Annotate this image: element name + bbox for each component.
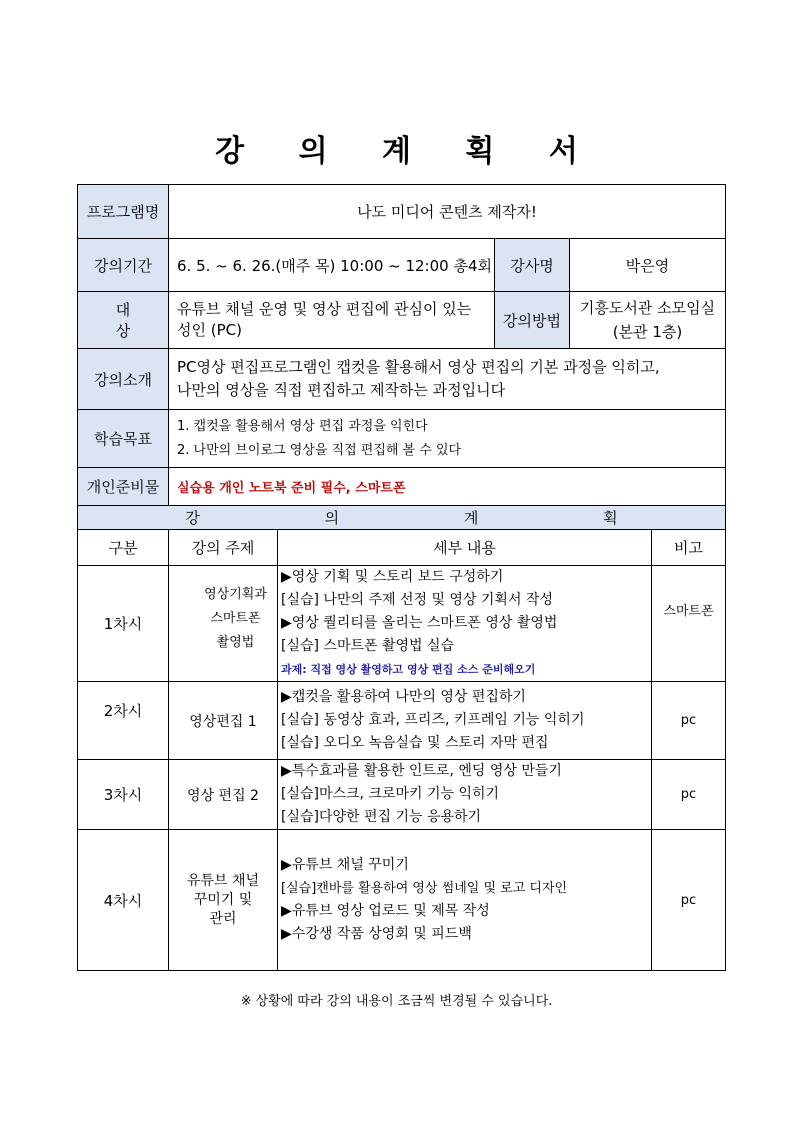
header-session: 구분 — [78, 530, 169, 566]
plan-table — [77, 505, 726, 971]
note-cell: pc — [652, 760, 726, 830]
intro-value: PC영상 편집프로그램인 캡컷을 활용해서 영상 편집의 기본 과정을 익히고, 나만의 영상을 직접 편집하고 제작하는 과정입니다 — [169, 349, 726, 410]
header-detail: 세부 내용 — [278, 530, 652, 566]
note-cell: pc — [652, 830, 726, 971]
prep-label: 개인준비물 — [78, 468, 169, 506]
note-cell: 스마트폰 — [652, 566, 726, 682]
program-value: 나도 미디어 콘텐츠 제작자! — [169, 185, 726, 239]
table-row — [78, 760, 726, 830]
header-topic: 강의 주제 — [169, 530, 278, 566]
program-label: 프로그램명 — [78, 185, 169, 239]
intro-label: 강의소개 — [78, 349, 169, 410]
table-row — [78, 682, 726, 760]
table-row — [78, 566, 726, 682]
period-value: 6. 5. ~ 6. 26.(매주 목) 10:00 ~ 12:00 총4회 — [169, 239, 495, 292]
session-cell: 4차시 — [78, 830, 169, 971]
session-cell: 2차시 — [78, 682, 169, 760]
goal-list — [169, 410, 726, 468]
footer-note: ※ 상황에 따라 강의 내용이 조금씩 변경될 수 있습니다. — [240, 994, 553, 1009]
target-value: 유튜브 채널 운영 및 영상 편집에 관심이 있는 성인 (PC) — [169, 292, 495, 349]
topic-cell: 유튜브 채널 꾸미기 및 관리 — [169, 830, 278, 971]
detail-cell: ▶특수효과를 활용한 인트로, 엔딩 영상 만들기 [실습]마스크, 크로마키 기능 익히기 [실습]다양한 편집 기능 응용하기 — [278, 760, 652, 830]
prep-value: 실습용 개인 노트북 준비 필수, 스마트폰 — [169, 468, 726, 506]
goal-item: 2. 나만의 브이로그 영상을 직접 편집해 볼 수 있다 — [177, 442, 462, 458]
detail-cell: ▶캡컷을 활용하여 나만의 영상 편집하기 [실습] 동영상 효과, 프리즈, 키프레임 기능 익히기 [실습] 오디오 녹음실습 및 스토리 자막 편집 — [278, 682, 652, 760]
period-label: 강의기간 — [78, 239, 169, 292]
goal-label: 학습목표 — [78, 410, 169, 468]
table-row — [78, 830, 726, 971]
note-cell: pc — [652, 682, 726, 760]
session-cell: 3차시 — [78, 760, 169, 830]
topic-cell: 영상 편집 2 — [169, 760, 278, 830]
topic-cell: 영상편집 1 — [169, 682, 278, 760]
goal-item: 1. 캡컷을 활용해서 영상 편집 과정을 익힌다 — [177, 418, 428, 434]
session-cell: 1차시 — [78, 566, 169, 682]
instructor-label: 강사명 — [495, 239, 570, 292]
method-label: 강의방법 — [495, 292, 570, 349]
detail-cell: ▶유튜브 채널 꾸미기 [실습]캔바를 활용하여 영상 썸네일 및 로고 디자인 ▶유튜브 영상 업로드 및 제목 작성 ▶수강생 작품 상영회 및 피드백 — [278, 830, 652, 971]
topic-cell: 영상기획과 스마트폰 촬영법 — [169, 566, 278, 682]
target-label: 대 상 — [78, 292, 169, 349]
header-note: 비고 — [652, 530, 726, 566]
plan-title: 강 의 계 획 — [78, 506, 726, 530]
assignment-text: 과제: 직접 영상 촬영하고 영상 편집 소스 준비해오기 — [281, 663, 536, 676]
detail-cell: ▶영상 기획 및 스토리 보드 구성하기 [실습] 나만의 주제 선정 및 영상 기획서 작성 ▶영상 퀄리티를 올리는 스마트폰 영상 촬영법 [실습] 스마트폰 촬영법 실습 과제: 직접 영상 촬영하고 영상 편집 소스 준비해오기 — [278, 566, 652, 682]
document-title: 강 의 계 획 서 — [215, 134, 600, 169]
info-table — [77, 184, 726, 506]
instructor-value: 박은영 — [570, 239, 726, 292]
method-value: 기흥도서관 소모임실 (본관 1층) — [570, 292, 726, 349]
